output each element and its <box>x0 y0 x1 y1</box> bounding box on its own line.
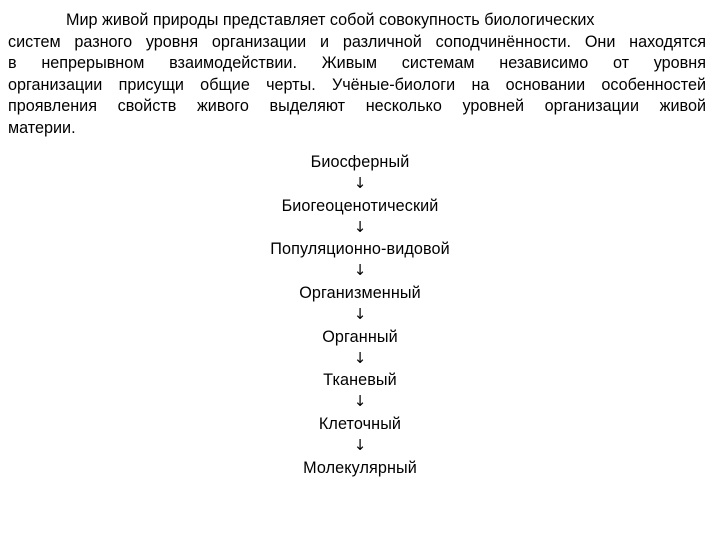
arrow-down-icon: ↓ <box>353 348 367 367</box>
level-cellular: Клеточный <box>318 415 402 434</box>
paragraph-line: организации присущи общие черты. Учёные-биологи на основании особенностей <box>8 75 706 94</box>
level-tissue: Тканевый <box>323 371 397 390</box>
arrow-down-icon: ↓ <box>353 174 367 192</box>
level-organ: Органный <box>322 327 398 346</box>
paragraph-line: материи. <box>8 118 76 137</box>
intro-paragraph <box>8 10 706 140</box>
level-organism: Организменный <box>299 284 421 303</box>
level-biogeocenotic: Биогеоценотический <box>281 196 439 215</box>
arrow-down-icon: ↓ <box>353 305 367 324</box>
paragraph-line: систем разного уровня организации и различной соподчинённости. Они находятся <box>8 32 706 51</box>
arrow-down-icon: ↓ <box>353 436 367 455</box>
paragraph-line: Мир живой природы представляет собой совокупность биологических <box>66 11 595 29</box>
level-molecular: Молекулярный <box>303 458 417 477</box>
arrow-down-icon: ↓ <box>353 392 367 411</box>
organization-levels-list <box>0 152 720 478</box>
level-population-species: Популяционно-видовой <box>270 240 450 259</box>
paragraph-line: проявления свойств живого выделяют несколько уровней организации живой <box>8 97 706 116</box>
paragraph-line: в непрерывном взаимодействии. Живым системам независимо от уровня <box>8 54 706 73</box>
arrow-down-icon: ↓ <box>353 261 367 280</box>
level-biosphere: Биосферный <box>310 153 410 171</box>
arrow-down-icon: ↓ <box>353 217 367 236</box>
